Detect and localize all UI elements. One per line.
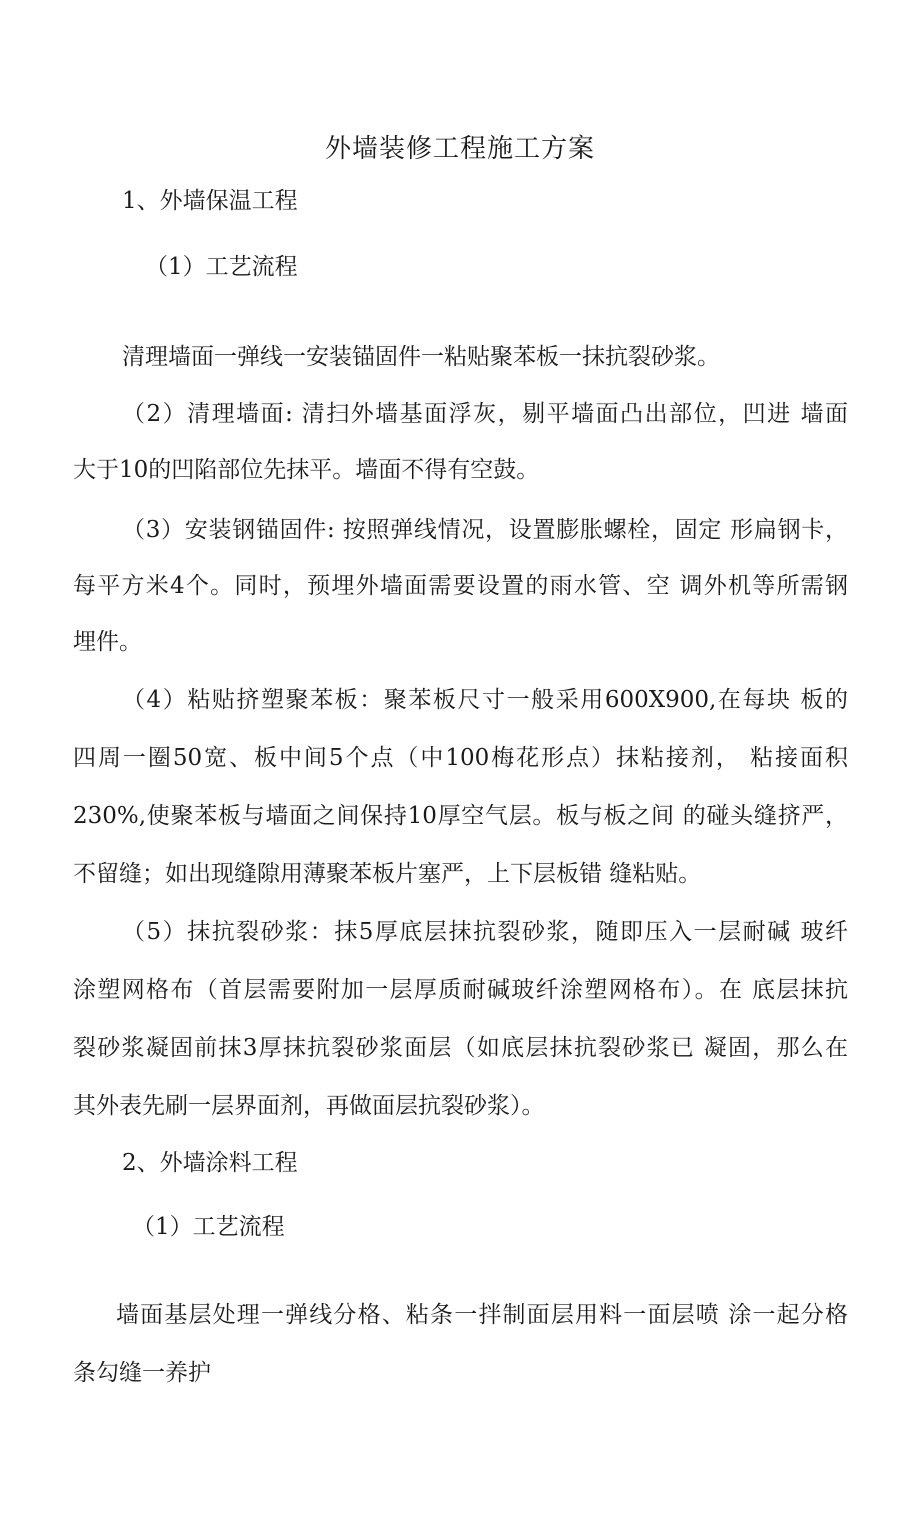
section-1-item-5-line: 涂塑网格布（首层需要附加一层厚质耐碱玻纤涂塑网格布）。在 底层抹抗: [73, 977, 848, 1003]
section-1-item-5-line: （5）抹抗裂砂浆：抹5厚底层抹抗裂砂浆，随即压入一层耐碱 玻纤: [122, 919, 848, 945]
section-1-item-5-line: 裂砂浆凝固前抹3厚抹抗裂砂浆面层（如底层抹抗裂砂浆已 凝固，那么在: [73, 1035, 848, 1061]
section-1-heading: 1、外墙保温工程: [122, 188, 298, 214]
document-title: 外墙装修工程施工方案: [324, 134, 595, 164]
section-2-process-flow-line: 条勾缝一养护: [73, 1360, 211, 1386]
section-1-item-5-line: 其外表先刷一层界面剂，再做面层抗裂砂浆）。: [73, 1093, 545, 1119]
section-1-item-2-line: （2）清理墙面: 清扫外墙基面浮灰，剔平墙面凸出部位，凹进 墙面: [122, 401, 848, 427]
section-2-item-1-heading: （1）工艺流程: [132, 1214, 285, 1240]
section-1-item-3-line: （3）安装钢锚固件: 按照弹线情况，设置膨胀螺栓，固定 形扁钢卡，: [122, 517, 848, 543]
section-1-item-3-line: 埋件。: [73, 629, 142, 655]
section-2-heading: 2、外墙涂料工程: [122, 1150, 298, 1176]
section-2-process-flow-line: 墙面基层处理一弹线分格、粘条一拌制面层用料一面层喷 涂一起分格: [116, 1302, 848, 1328]
section-1-item-2-line: 大于10的凹陷部位先抹平。墙面不得有空鼓。: [73, 457, 540, 483]
section-1-process-flow: 清理墙面一弹线一安装锚固件一粘贴聚苯板一抹抗裂砂浆。: [122, 344, 720, 370]
section-1-item-4-line: 不留缝；如出现缝隙用薄聚苯板片塞严，上下层板错 缝粘贴。: [73, 861, 702, 887]
section-1-item-4-line: （4）粘贴挤塑聚苯板：聚苯板尺寸一般采用600X900,在每块 板的: [122, 687, 848, 713]
section-1-item-4-line: 四周一圈50宽、板中间5个点（中100梅花形点）抹粘接剂， 粘接面积: [73, 745, 848, 771]
section-1-item-4-line: 230%,使聚苯板与墙面之间保持10厚空气层。板与板之间 的碰头缝挤严，: [73, 803, 848, 829]
section-1-item-3-line: 每平方米4个。同时，预埋外墙面需要设置的雨水管、空 调外机等所需钢: [73, 573, 848, 599]
section-1-item-1-heading: （1）工艺流程: [145, 254, 298, 280]
